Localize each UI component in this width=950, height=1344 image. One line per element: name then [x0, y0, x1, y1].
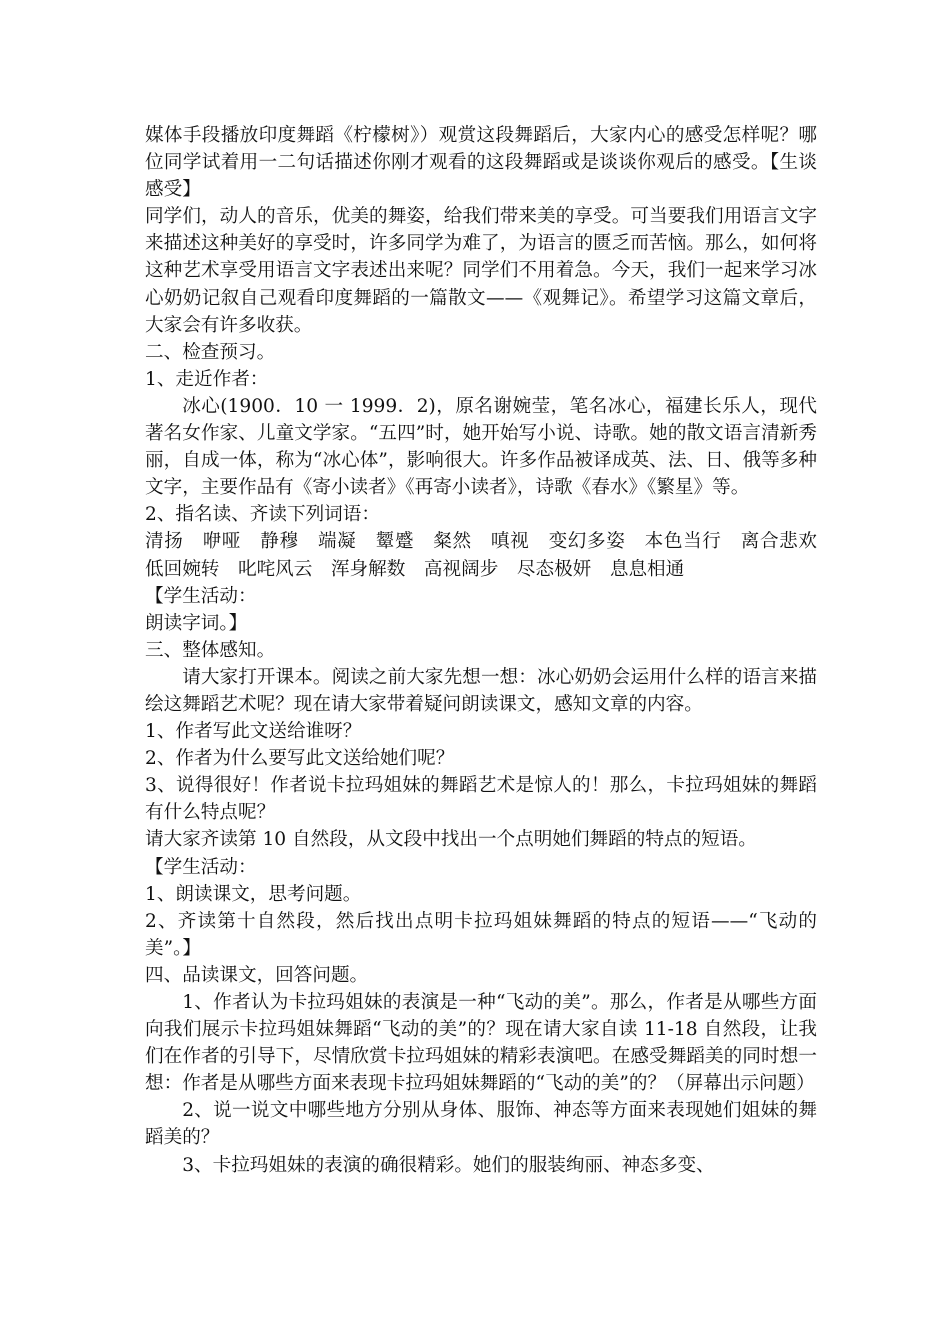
student-activity-read-words: 朗读字词。】 — [145, 612, 248, 634]
activity-step-1: 1、朗读课文，思考问题。 — [145, 883, 362, 905]
student-activity-open-2: 【学生活动： — [145, 856, 257, 878]
paragraph-intro-lesson: 同学们，动人的音乐，优美的舞姿，给我们带来美的享受。可当要我们用语言文字来描述这种美好的享受时，许多同学为难了，为语言的匮乏而苦恼。那么，如何将这种艺术享受用语言文字表述出来呢？同学们不用着急。今天，我们一起来学习冰心奶奶记叙自己观看印度舞蹈的一篇散文——《观舞记》。希望学习这篇文章后，大家会有许多收获。 — [145, 206, 817, 336]
subheading-vocabulary: 2、指名读、齐读下列词语： — [145, 504, 380, 526]
paragraph-flying-beauty: 1、作者认为卡拉玛姐妹的表演是一种“飞动的美”。那么，作者是从哪些方面向我们展示卡拉玛姐妹舞蹈“飞动的美”的？现在请大家自读 11-18 自然段，让我们在作者的引导下，尽情欣赏卡拉玛姐妹的精彩表演吧。在感受舞蹈美的同时想一想：作者是从哪些方面来表现卡拉玛姐妹舞蹈的“飞动的美”的？（屏幕出示问题） — [145, 992, 817, 1095]
question-3: 3、说得很好！作者说卡拉玛姐妹的舞蹈艺术是惊人的！那么，卡拉玛姐妹的舞蹈有什么特点呢？ — [145, 775, 817, 824]
paragraph-read-section-10: 请大家齐读第 10 自然段，从文段中找出一个点明她们舞蹈的特点的短语。 — [145, 829, 757, 851]
paragraph-open-textbook: 请大家打开课本。阅读之前大家先想一想：冰心奶奶会运用什么样的语言来描绘这舞蹈艺术呢？现在请大家带着疑问朗读课文，感知文章的内容。 — [145, 666, 817, 715]
paragraph-vocabulary-list: 清扬 咿哑 静穆 端凝 颦蹙 粲然 嗔视 变幻多姿 本色当行 离合悲欢 低回婉转 叱咤风云 浑身解数 高视阔步 尽态极妍 息息相通 — [145, 531, 836, 580]
question-1: 1、作者写此文送给谁呀？ — [145, 721, 362, 743]
activity-step-2: 2、齐读第十自然段，然后找出点明卡拉玛姐妹舞蹈的特点的短语——“飞动的美”。】 — [145, 910, 817, 959]
paragraph-author-bio: 冰心(1900．10 一 1999．2)，原名谢婉莹，笔名冰心，福建长乐人，现代著名女作家、儿童文学家。“五四”时，她开始写小说、诗歌。她的散文语言清新秀丽，自成一体，称为“冰心体”，影响很大。许多作品被译成英、法、日、俄等多种文字，主要作品有《寄小读者》《再寄小读者》，诗歌《春水》《繁星》等。 — [145, 395, 817, 499]
paragraph-discuss-aspects: 2、说一说文中哪些地方分别从身体、服饰、神态等方面来表现她们姐妹的舞蹈美的？ — [145, 1100, 817, 1149]
document-body — [145, 122, 836, 1179]
heading-overall-perception: 三、整体感知。 — [145, 639, 276, 661]
question-2: 2、作者为什么要写此文送给她们呢？ — [145, 748, 455, 770]
paragraph-intro-media: 媒体手段播放印度舞蹈《柠檬树》）观赏这段舞蹈后，大家内心的感受怎样呢？哪位同学试着用一二句话描述你刚才观看的这段舞蹈或是谈谈你观后的感受。【生谈感受】 — [145, 125, 817, 201]
subheading-about-author: 1、走近作者： — [145, 368, 269, 390]
heading-read-and-answer: 四、品读课文，回答问题。 — [145, 964, 369, 986]
paragraph-performance: 3、卡拉玛姐妹的表演的确很精彩。她们的服装绚丽、神态多变、 — [182, 1154, 715, 1176]
student-activity-open: 【学生活动： — [145, 585, 257, 607]
heading-check-preview: 二、检查预习。 — [145, 341, 276, 363]
